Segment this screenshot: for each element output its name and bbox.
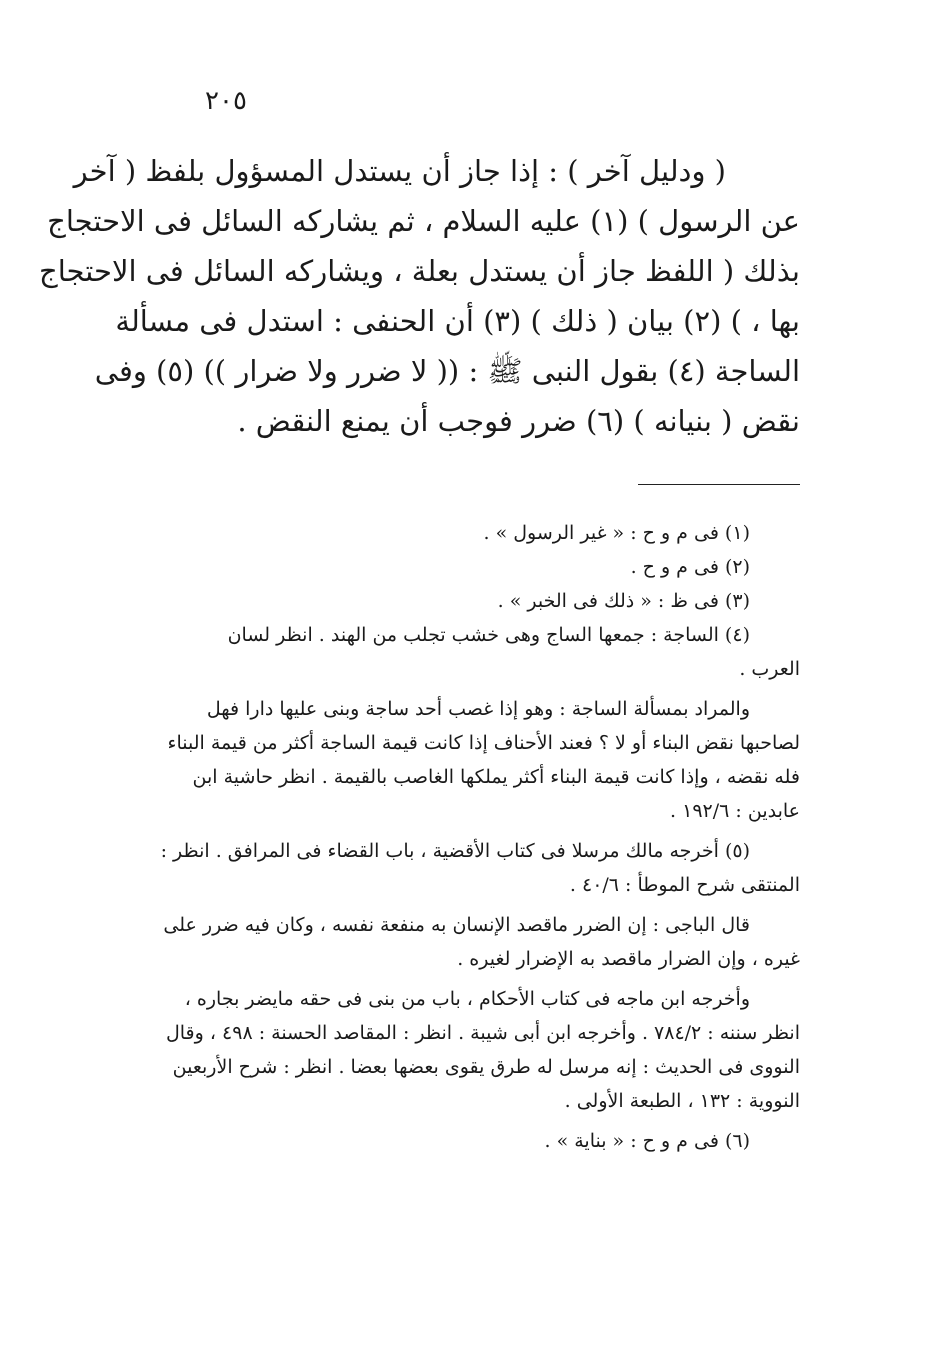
footnote-line: (٤) الساجة : جمعها الساج وهى خشب تجلب من الهند . انظر لسان bbox=[227, 624, 750, 646]
footnote-line: (٣) فى ظ : « ذلك فى الخبر » . bbox=[497, 590, 750, 612]
footnote-line: (٥) أخرجه مالك مرسلا فى كتاب الأقضية ، باب القضاء فى المرافق . انظر : bbox=[160, 840, 750, 862]
footnote-separator bbox=[638, 484, 800, 485]
footnote-line: العرب . bbox=[739, 658, 800, 680]
footnote-line: (٦) فى م و ح : « بناية » . bbox=[544, 1130, 750, 1152]
footnote-line: النووية : ١٣٢ ، الطبعة الأولى . bbox=[564, 1090, 800, 1112]
footnote-line: النووى فى الحديث : إنه مرسل له طرق يقوى بعضها بعضا . انظر : شرح الأربعين bbox=[172, 1056, 800, 1078]
footnote-line: المنتقى شرح الموطأ : ٤٠/٦ . bbox=[569, 874, 800, 896]
main-text-line: ( ودليل آخر ) : إذا جاز أن يستدل المسؤول بلفظ ( آخر bbox=[73, 154, 726, 188]
footnotes-block bbox=[160, 516, 800, 1158]
footnote-line: لصاحبها نقض البناء أو لا ؟ فعند الأحناف إذا كانت قيمة الساجة أكثر من قيمة البناء bbox=[167, 732, 800, 754]
main-text-line: بها ، ) (٢) بيان ( ذلك ) (٣) أن الحنفى : استدل فى مسألة bbox=[115, 304, 800, 338]
footnote-line: والمراد بمسألة الساجة : وهو إذا غصب أحد ساجة وبنى عليها دارا فهل bbox=[206, 698, 750, 720]
footnote-line: انظر سننه : ٧٨٤/٢ . وأخرجه ابن أبى شيبة . انظر : المقاصد الحسنة : ٤٩٨ ، وقال bbox=[165, 1022, 800, 1044]
footnote-line: غيره ، وإن الضرار ماقصد به الإضرار لغيره . bbox=[457, 948, 800, 970]
footnote-line: (٢) فى م و ح . bbox=[630, 556, 750, 578]
footnote-line: عابدين : ١٩٢/٦ . bbox=[670, 800, 800, 822]
footnote-line: قال الباجى : إن الضرر ماقصد الإنسان به منفعة نفسه ، وكان فيه ضرر على bbox=[163, 914, 750, 936]
main-text-block bbox=[38, 146, 800, 446]
main-text-line: الساجة (٤) بقول النبى ﷺ : (( لا ضرر ولا ضرار )) (٥) وفى bbox=[94, 354, 800, 388]
main-text-line: عن الرسول ) (١) عليه السلام ، ثم يشاركه السائل فى الاحتجاج bbox=[47, 204, 800, 238]
footnote-line: فله نقضه ، وإذا كانت قيمة البناء أكثر يملكها الغاصب بالقيمة . انظر حاشية ابن bbox=[192, 766, 800, 788]
footnote-line: وأخرجه ابن ماجه فى كتاب الأحكام ، باب من بنى فى حقه مايضر بجاره ، bbox=[184, 988, 750, 1010]
page-number: ٢٠٥ bbox=[205, 86, 247, 116]
footnote-line: (١) فى م و ح : « غير الرسول » . bbox=[483, 522, 750, 544]
main-text-line: بذلك ( اللفظ جاز أن يستدل بعلة ، ويشاركه السائل فى الاحتجاج bbox=[38, 254, 800, 288]
main-text-line: نقض ( بنيانه ) (٦) ضرر فوجب أن يمنع النقض . bbox=[237, 404, 800, 438]
